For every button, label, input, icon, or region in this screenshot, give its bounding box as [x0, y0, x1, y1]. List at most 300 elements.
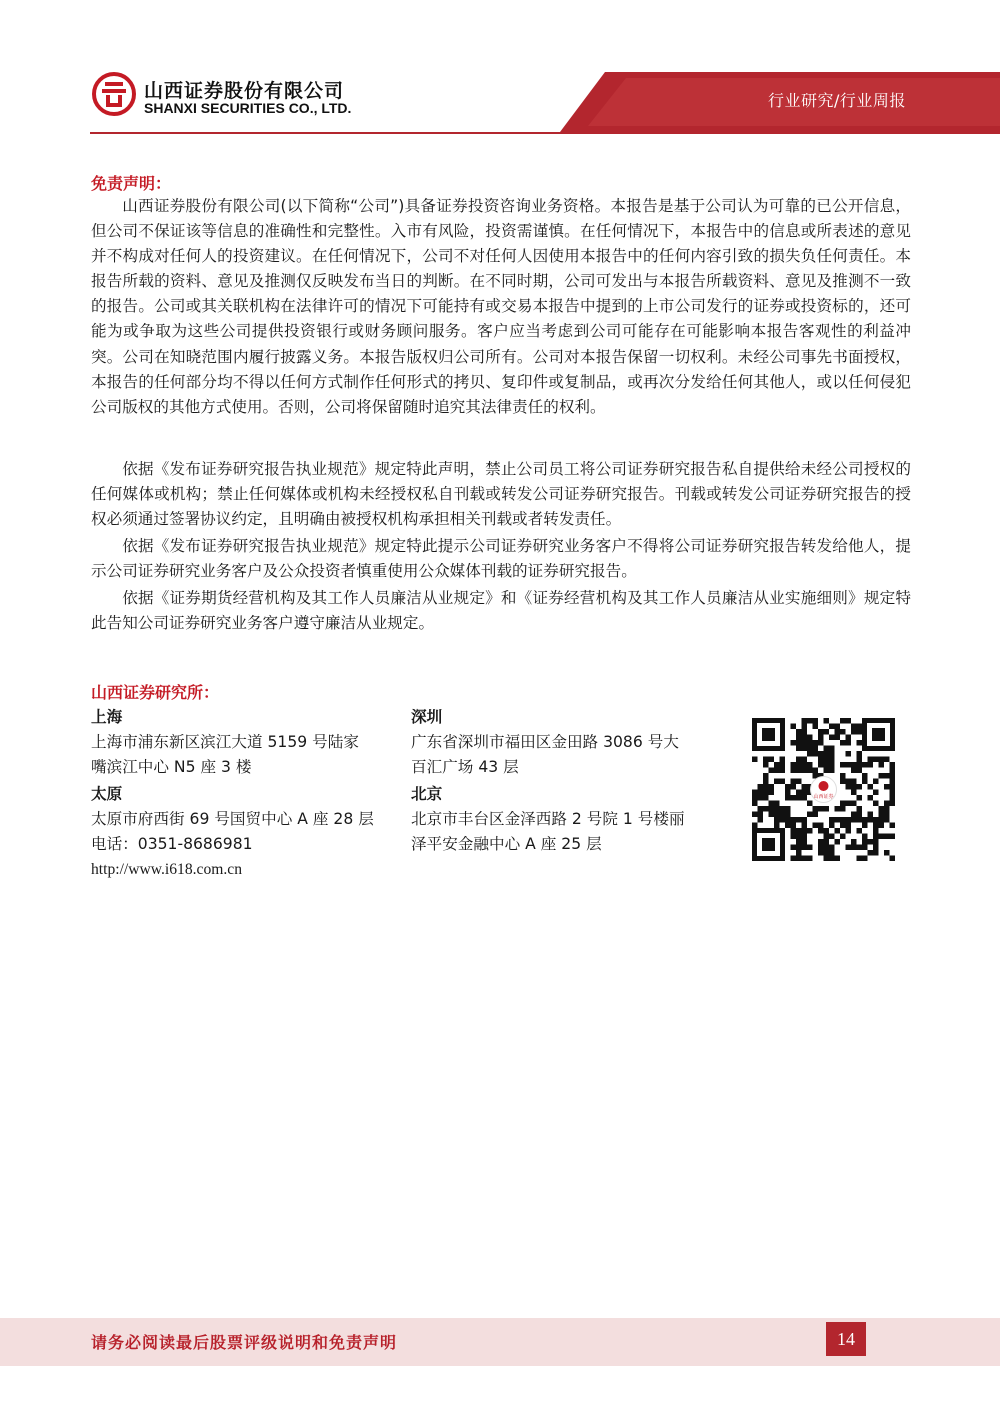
qr-module	[758, 784, 764, 790]
qr-module	[857, 740, 863, 746]
qr-module	[879, 757, 885, 763]
qr-module	[769, 812, 775, 818]
qr-module	[851, 790, 857, 796]
qr-module	[829, 768, 835, 774]
office-address-line: 百汇广场 43 层	[411, 758, 519, 776]
qr-module	[835, 817, 841, 823]
qr-module	[769, 768, 775, 774]
qr-module	[846, 828, 852, 834]
qr-module	[862, 823, 868, 829]
qr-module	[818, 839, 824, 845]
qr-module	[785, 790, 791, 796]
qr-module	[774, 762, 780, 768]
office-address-line: 上海市浦东新区滨江大道 5159 号陆家	[91, 733, 359, 751]
qr-module	[758, 812, 764, 818]
header-band	[0, 0, 1000, 140]
disclaimer-paragraph-3: 依据《发布证券研究报告执业规范》规定特此提示公司证券研究业务客户不得将公司证券研究报告转发给他人，提示公司证券研究业务客户及公众投资者慎重使用公众媒体刊载的证券研究报告。	[91, 537, 911, 581]
qr-module	[780, 768, 786, 774]
qr-module	[868, 839, 874, 845]
qr-module	[818, 735, 824, 741]
qr-module	[807, 751, 813, 757]
qr-module	[807, 828, 813, 834]
qr-module	[840, 762, 846, 768]
qr-module	[824, 839, 830, 845]
qr-module	[829, 735, 835, 741]
qr-module	[879, 812, 885, 818]
qr-module	[774, 768, 780, 774]
qr-module	[791, 724, 797, 730]
qr-module	[890, 768, 896, 774]
office-phone: 电话：0351-8686981	[91, 835, 253, 853]
qr-module	[851, 845, 857, 851]
qr-module	[791, 784, 797, 790]
qr-module	[807, 735, 813, 741]
qr-module	[879, 823, 885, 829]
qr-module	[774, 812, 780, 818]
office-address-line: 广东省深圳市福田区金田路 3086 号大	[411, 733, 679, 751]
qr-module	[791, 856, 797, 862]
qr-code-icon	[752, 718, 895, 861]
office-taiyuan	[91, 782, 374, 882]
qr-module	[879, 773, 885, 779]
qr-module	[884, 784, 890, 790]
qr-module	[791, 834, 797, 840]
qr-module	[873, 801, 879, 807]
qr-module	[818, 806, 824, 812]
page-number: 14	[826, 1322, 866, 1356]
qr-module	[862, 834, 868, 840]
qr-module	[763, 795, 769, 801]
qr-module	[846, 801, 852, 807]
qr-module	[774, 801, 780, 807]
qr-module	[846, 845, 852, 851]
office-address-line: 泽平安金融中心 A 座 25 层	[411, 835, 602, 853]
qr-module	[851, 762, 857, 768]
qr-module	[884, 806, 890, 812]
qr-module	[884, 801, 890, 807]
qr-module	[862, 839, 868, 845]
qr-module	[802, 834, 808, 840]
qr-module	[829, 856, 835, 862]
qr-module	[763, 773, 769, 779]
qr-module	[824, 762, 830, 768]
qr-module	[846, 823, 852, 829]
qr-module	[802, 757, 808, 763]
qr-module	[769, 790, 775, 796]
qr-module	[857, 784, 863, 790]
office-shanghai	[91, 705, 359, 780]
qr-module	[824, 718, 830, 724]
qr-module	[890, 773, 896, 779]
qr-module	[791, 768, 797, 774]
qr-module	[829, 845, 835, 851]
qr-module	[802, 724, 808, 730]
qr-module	[829, 817, 835, 823]
qr-module	[752, 801, 758, 807]
qr-module	[807, 845, 813, 851]
qr-module	[813, 812, 819, 818]
qr-module	[785, 795, 791, 801]
company-logo-icon	[92, 72, 136, 116]
qr-module	[796, 839, 802, 845]
qr-module	[813, 823, 819, 829]
qr-module	[813, 768, 819, 774]
qr-module	[846, 751, 852, 757]
qr-module	[780, 779, 786, 785]
qr-module	[769, 757, 775, 763]
qr-module	[785, 812, 791, 818]
qr-module	[857, 856, 863, 862]
qr-module	[818, 845, 824, 851]
qr-module	[758, 790, 764, 796]
qr-module	[890, 790, 896, 796]
qr-module	[873, 823, 879, 829]
qr-module	[868, 817, 874, 823]
qr-module	[873, 779, 879, 785]
qr-module	[879, 834, 885, 840]
qr-module	[862, 817, 868, 823]
qr-module	[862, 856, 868, 862]
qr-module	[835, 735, 841, 741]
qr-module	[873, 790, 879, 796]
qr-module	[873, 828, 879, 834]
qr-module	[857, 768, 863, 774]
qr-module	[868, 795, 874, 801]
qr-module	[752, 757, 758, 763]
disclaimer-paragraph-2: 依据《发布证券研究报告执业规范》规定特此声明，禁止公司员工将公司证券研究报告私自提供给未经公司授权的任何媒体或机构；禁止任何媒体或机构未经授权私自刊载或转发公司证券研究报告。刊载或转发公司证券研究报告的授权必须通过签署协议约定，且明确由被授权机构承担相关刊载或者转发责任。	[91, 460, 911, 529]
qr-module	[752, 790, 758, 796]
qr-module	[873, 834, 879, 840]
qr-module	[851, 724, 857, 730]
qr-module	[802, 823, 808, 829]
qr-module	[851, 817, 857, 823]
qr-module	[769, 801, 775, 807]
qr-module	[824, 850, 830, 856]
qr-module	[835, 856, 841, 862]
qr-module	[774, 779, 780, 785]
qr-module	[873, 850, 879, 856]
qr-module	[868, 850, 874, 856]
qr-module	[846, 740, 852, 746]
qr-module	[846, 718, 852, 724]
qr-module	[824, 768, 830, 774]
qr-module	[785, 784, 791, 790]
qr-module	[835, 839, 841, 845]
qr-module	[796, 817, 802, 823]
qr-module	[846, 779, 852, 785]
qr-module	[868, 784, 874, 790]
qr-module	[758, 817, 764, 823]
qr-module	[840, 834, 846, 840]
qr-module	[862, 779, 868, 785]
qr-module	[791, 779, 797, 785]
qr-module	[884, 817, 890, 823]
qr-module	[857, 845, 863, 851]
qr-module	[857, 812, 863, 818]
qr-module	[840, 779, 846, 785]
qr-module	[818, 828, 824, 834]
qr-module	[796, 790, 802, 796]
qr-module	[813, 718, 819, 724]
qr-module	[802, 768, 808, 774]
office-address-line: 嘴滨江中心 N5 座 3 楼	[91, 758, 252, 776]
qr-module	[824, 729, 830, 735]
qr-module	[829, 850, 835, 856]
qr-module	[807, 768, 813, 774]
disclaimer-title: 免责声明：	[91, 174, 172, 193]
office-beijing	[411, 782, 685, 857]
qr-module	[835, 828, 841, 834]
qr-module	[813, 751, 819, 757]
qr-module	[857, 729, 863, 735]
qr-module	[818, 729, 824, 735]
qr-module	[857, 724, 863, 730]
office-city-name: 太原	[91, 785, 123, 803]
qr-module	[890, 834, 896, 840]
qr-module	[862, 845, 868, 851]
qr-module	[873, 757, 879, 763]
qr-module	[879, 806, 885, 812]
qr-module	[890, 779, 896, 785]
qr-module	[857, 817, 863, 823]
qr-module	[840, 823, 846, 829]
qr-module	[807, 718, 813, 724]
qr-module	[802, 784, 808, 790]
qr-module	[763, 806, 769, 812]
qr-module	[802, 790, 808, 796]
qr-module	[763, 762, 769, 768]
qr-module	[763, 779, 769, 785]
qr-module	[890, 784, 896, 790]
qr-module	[824, 746, 830, 752]
qr-module	[818, 740, 824, 746]
qr-module	[818, 762, 824, 768]
qr-module	[763, 790, 769, 796]
qr-module	[791, 762, 797, 768]
qr-module	[780, 762, 786, 768]
qr-module	[857, 795, 863, 801]
qr-module	[840, 817, 846, 823]
qr-module	[851, 779, 857, 785]
page-header	[0, 0, 1000, 140]
qr-module	[802, 735, 808, 741]
company-website-link[interactable]: http://www.i618.com.cn	[91, 861, 243, 878]
qr-module	[884, 812, 890, 818]
qr-module	[796, 779, 802, 785]
qr-module	[813, 806, 819, 812]
office-city-name: 北京	[411, 785, 443, 803]
disclaimer-paragraph-1: 山西证券股份有限公司(以下简称“公司”)具备证券投资咨询业务资格。本报告是基于公司认为可靠的已公开信息，但公司不保证该等信息的准确性和完整性。入市有风险，投资需谨慎。在任何情况下，本报告中的信息或所表述的意见并不构成对任何人的投资建议。在任何情况下，公司不对任何人因使用本报告中的任何内容引致的损失负任何责任。本报告所载的资料、意见及推测仅反映发布当日的判断。在不同时期，公司可发出与本报告所载资料、意见及推测不一致的报告。公司或其关联机构在法律许可的情况下可能持有或交易本报告中提到的上市公司发行的证券或投资标的，还可能为或争取为这些公司提供投资银行或财务顾问服务。客户应当考虑到公司可能存在可能影响本报告客观性的利益冲突。公司在知晓范围内履行披露义务。本报告版权归公司所有。公司对本报告保留一切权利。未经公司事先书面授权，本报告的任何部分均不得以任何方式制作任何形式的拷贝、复印件或复制品，或再次分发给任何其他人，或以任何侵犯公司版权的其他方式使用。否则，公司将保留随时追究其法律责任的权利。	[91, 197, 911, 416]
institute-title: 山西证券研究所：	[91, 683, 220, 702]
qr-module	[774, 823, 780, 829]
qr-module	[879, 762, 885, 768]
qr-module	[868, 812, 874, 818]
qr-module	[796, 828, 802, 834]
qr-module	[829, 724, 835, 730]
qr-module	[758, 806, 764, 812]
qr-module	[802, 729, 808, 735]
qr-module	[824, 751, 830, 757]
company-name-en: SHANXI SECURITIES CO., LTD.	[144, 100, 352, 116]
qr-module	[873, 845, 879, 851]
qr-module	[851, 839, 857, 845]
qr-module	[802, 817, 808, 823]
qr-module	[796, 735, 802, 741]
qr-module	[752, 812, 758, 818]
qr-module	[840, 806, 846, 812]
qr-module	[840, 801, 846, 807]
qr-module	[868, 757, 874, 763]
office-address-line: 太原市府西街 69 号国贸中心 A 座 28 层	[91, 810, 374, 828]
qr-module	[785, 817, 791, 823]
qr-module	[824, 845, 830, 851]
qr-module	[813, 724, 819, 730]
qr-module	[851, 729, 857, 735]
qr-module	[818, 751, 824, 757]
qr-module	[857, 762, 863, 768]
qr-module	[884, 834, 890, 840]
qr-module	[796, 729, 802, 735]
qr-module	[851, 784, 857, 790]
qr-module	[873, 839, 879, 845]
qr-module	[857, 757, 863, 763]
qr-module	[796, 795, 802, 801]
qr-module	[763, 757, 769, 763]
qr-module	[802, 762, 808, 768]
qr-module	[829, 823, 835, 829]
qr-module	[769, 784, 775, 790]
qr-module	[857, 751, 863, 757]
qr-module	[763, 784, 769, 790]
qr-module	[862, 762, 868, 768]
qr-module	[868, 762, 874, 768]
qr-module	[851, 768, 857, 774]
qr-module	[846, 762, 852, 768]
qr-module	[840, 773, 846, 779]
disclaimer-paragraph-4: 依据《证券期货经营机构及其工作人员廉洁从业规定》和《证券经营机构及其工作人员廉洁从业实施细则》规定特此告知公司证券研究业务客户遵守廉洁从业规定。	[91, 589, 911, 633]
qr-module	[780, 806, 786, 812]
qr-module	[807, 762, 813, 768]
qr-module	[791, 845, 797, 851]
qr-module	[829, 746, 835, 752]
qr-module	[824, 757, 830, 763]
qr-module	[840, 718, 846, 724]
qr-module	[796, 768, 802, 774]
qr-module	[802, 718, 808, 724]
qr-module	[791, 817, 797, 823]
qr-module	[857, 806, 863, 812]
qr-module	[774, 806, 780, 812]
qr-module	[846, 784, 852, 790]
qr-module	[780, 812, 786, 818]
qr-module	[824, 806, 830, 812]
qr-module	[791, 823, 797, 829]
qr-module	[796, 850, 802, 856]
qr-module	[890, 801, 896, 807]
qr-module	[780, 757, 786, 763]
qr-module	[813, 746, 819, 752]
qr-module	[846, 735, 852, 741]
qr-module	[796, 856, 802, 862]
qr-module	[840, 740, 846, 746]
qr-module	[796, 845, 802, 851]
qr-module	[890, 823, 896, 829]
qr-module	[835, 724, 841, 730]
qr-module	[796, 746, 802, 752]
footer-notice: 请务必阅读最后股票评级说明和免责声明	[91, 1333, 398, 1352]
qr-module	[807, 740, 813, 746]
qr-module	[890, 795, 896, 801]
qr-module	[807, 746, 813, 752]
qr-module	[890, 762, 896, 768]
qr-module	[851, 812, 857, 818]
qr-module	[752, 823, 758, 829]
qr-module	[884, 757, 890, 763]
qr-module	[829, 834, 835, 840]
qr-module	[829, 757, 835, 763]
qr-module	[807, 812, 813, 818]
qr-module	[879, 817, 885, 823]
qr-module	[802, 795, 808, 801]
qr-module	[796, 834, 802, 840]
office-address-line: 北京市丰台区金泽西路 2 号院 1 号楼丽	[411, 810, 685, 828]
qr-module	[752, 795, 758, 801]
qr-module	[807, 856, 813, 862]
qr-module	[851, 801, 857, 807]
qr-module	[840, 729, 846, 735]
qr-module	[835, 806, 841, 812]
qr-module	[802, 856, 808, 862]
qr-module	[824, 834, 830, 840]
qr-module	[846, 817, 852, 823]
qr-module	[802, 740, 808, 746]
qr-module	[796, 762, 802, 768]
qr-module	[769, 806, 775, 812]
office-shenzhen	[411, 705, 679, 780]
qr-module	[802, 746, 808, 752]
qr-module	[802, 828, 808, 834]
qr-module	[796, 740, 802, 746]
office-city-name: 深圳	[411, 708, 443, 726]
qr-module	[818, 850, 824, 856]
qr-module	[774, 817, 780, 823]
qr-module	[796, 757, 802, 763]
qr-module	[818, 823, 824, 829]
qr-module	[884, 850, 890, 856]
qr-module	[813, 740, 819, 746]
report-category: 行业研究/行业周报	[768, 91, 906, 110]
qr-module	[807, 801, 813, 807]
qr-module	[890, 856, 896, 862]
company-name-cn: 山西证券股份有限公司	[144, 80, 345, 102]
qr-module	[829, 751, 835, 757]
qr-module	[829, 762, 835, 768]
qr-module	[791, 740, 797, 746]
qr-module	[862, 773, 868, 779]
qr-module	[857, 828, 863, 834]
qr-center-label: 山西证券	[813, 794, 834, 800]
header-divider	[90, 132, 1000, 134]
qr-module	[873, 817, 879, 823]
qr-module	[802, 839, 808, 845]
qr-module	[785, 823, 791, 829]
qr-module	[758, 795, 764, 801]
qr-module	[835, 729, 841, 735]
qr-module	[785, 806, 791, 812]
office-city-name: 上海	[91, 708, 123, 726]
qr-module	[884, 773, 890, 779]
qr-module	[791, 795, 797, 801]
